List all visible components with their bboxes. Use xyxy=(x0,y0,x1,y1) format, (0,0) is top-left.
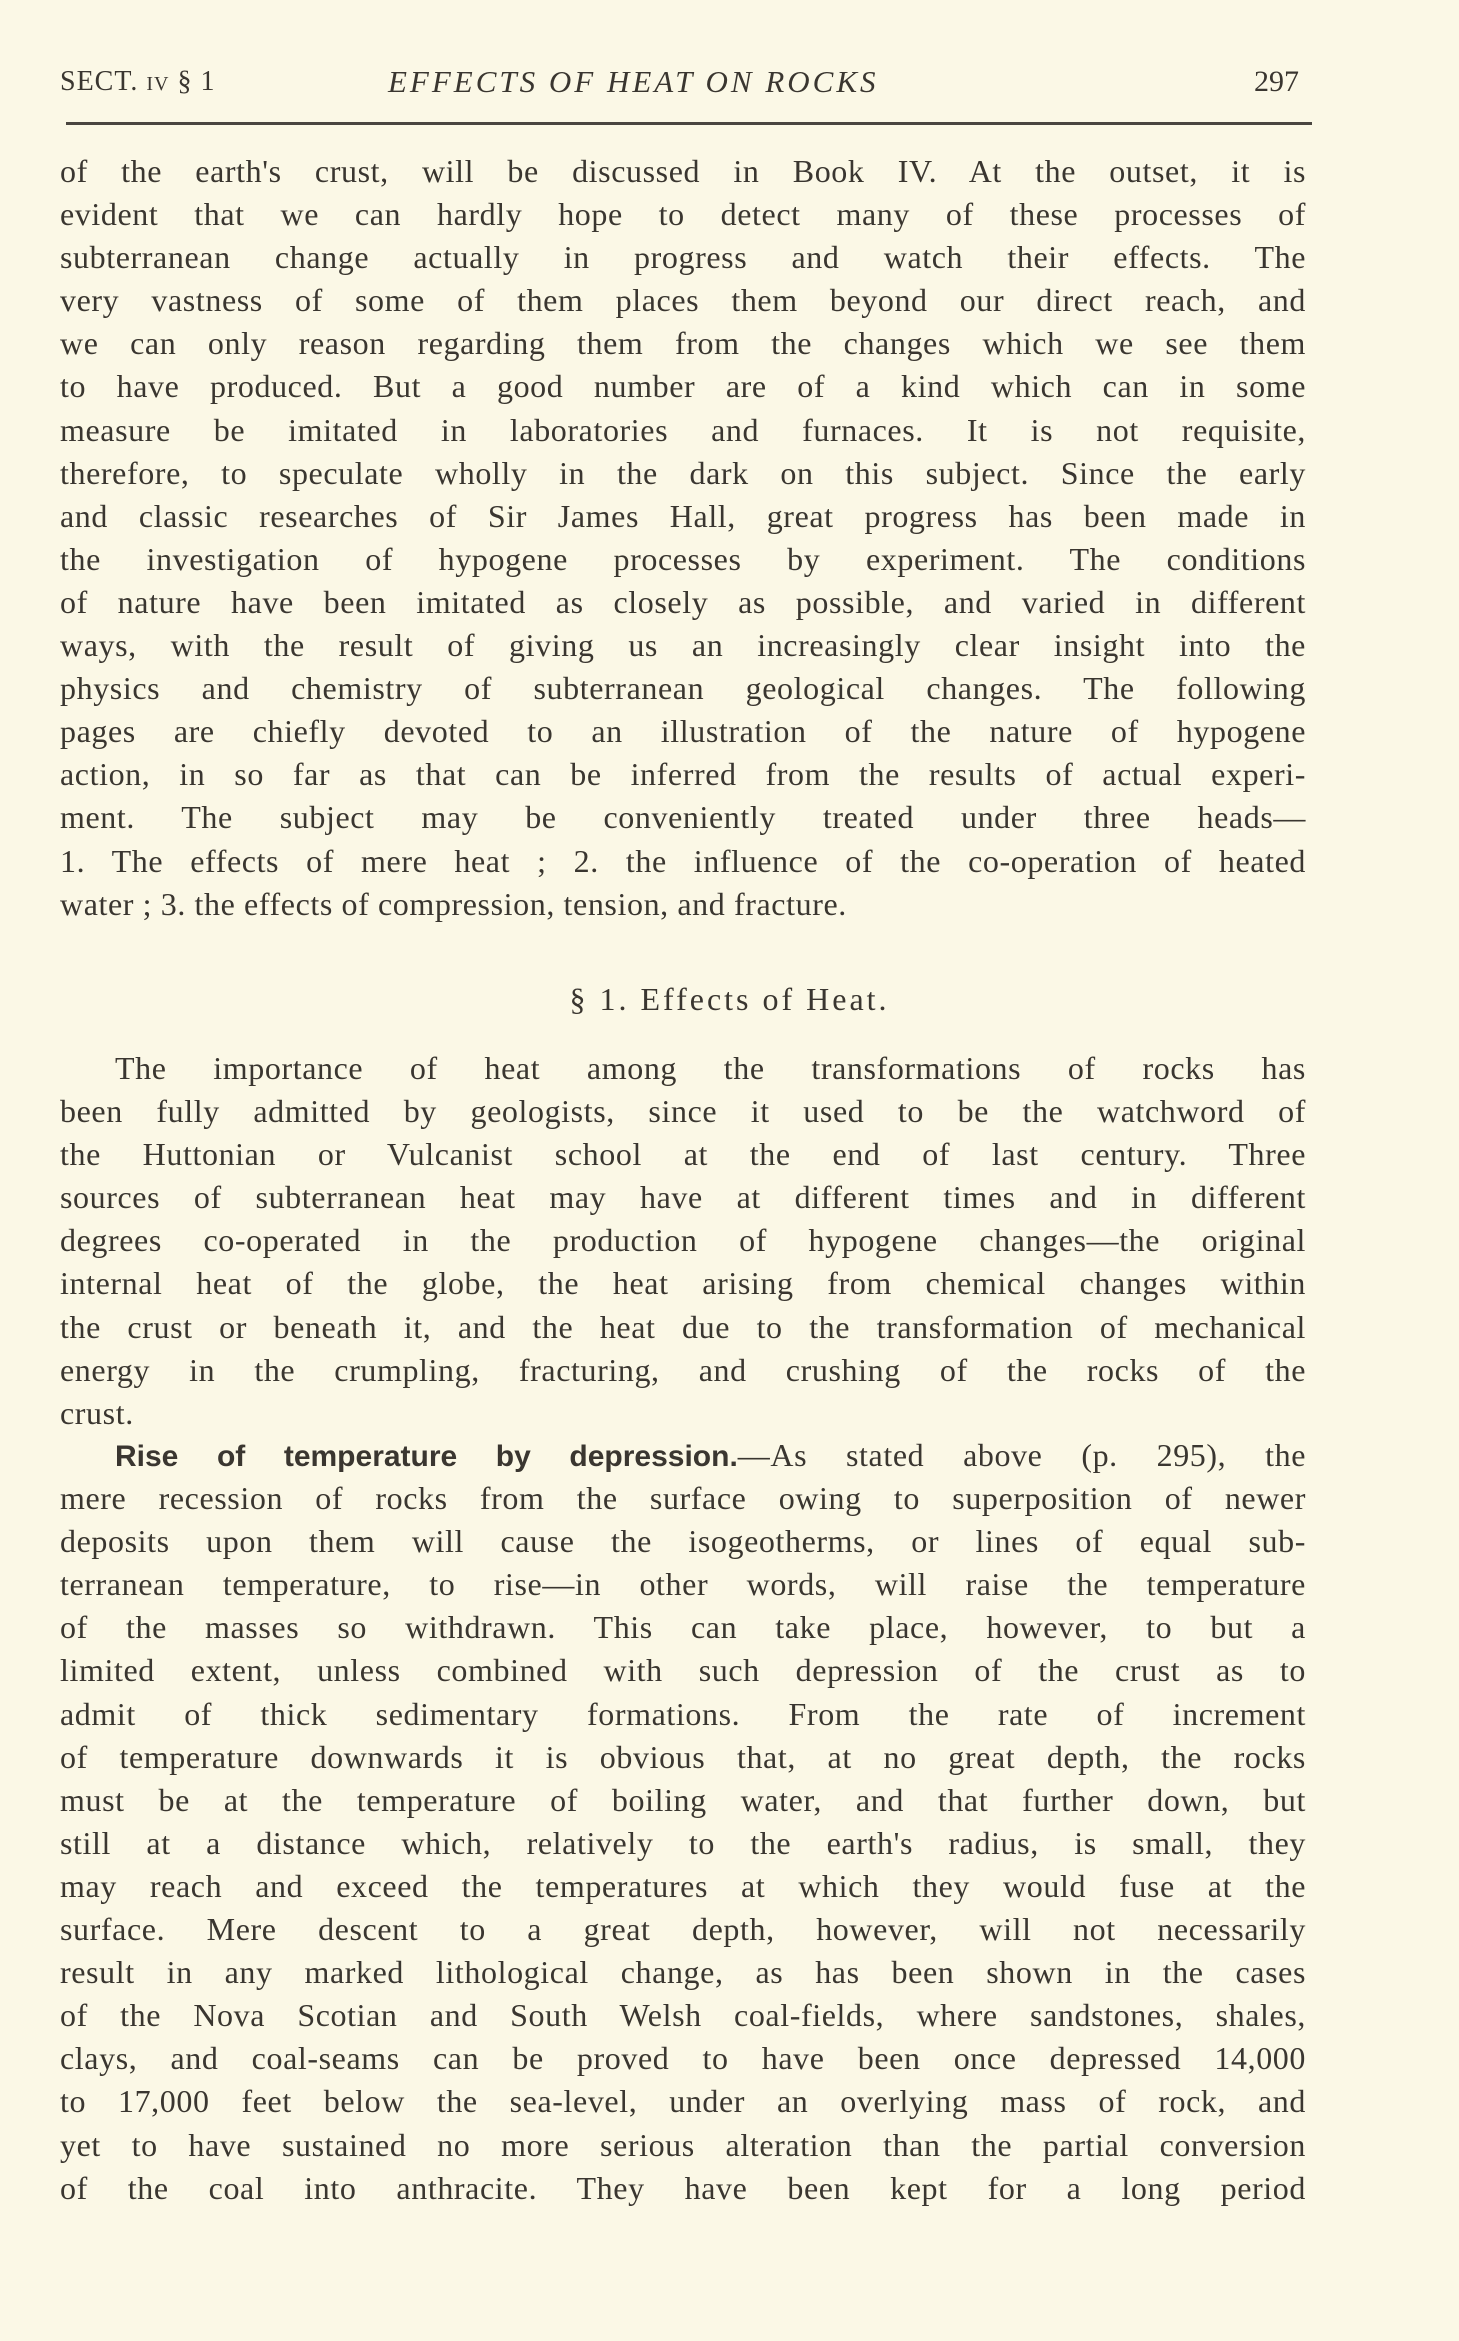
paragraph-1 xyxy=(60,150,1306,926)
text-line: result in any marked lithological change, as has been shown in the cases xyxy=(60,1954,1306,1991)
text-line: action, in so far as that can be inferred from the results of actual experi- xyxy=(60,756,1306,793)
text-line: subterranean change actually in progress and watch their effects. The xyxy=(60,239,1306,276)
text-line: of temperature downwards it is obvious that, at no great depth, the rocks xyxy=(60,1738,1306,1775)
running-head-title: EFFECTS OF HEAT ON ROCKS xyxy=(388,64,879,99)
text-line: 1. The effects of mere heat ; 2. the influence of the co-operation of heated xyxy=(60,842,1306,879)
text-line: yet to have sustained no more serious alteration than the partial conversion xyxy=(60,2126,1306,2163)
paragraph-2 xyxy=(60,1047,1306,1435)
text-line: to 17,000 feet below the sea-level, under an overlying mass of rock, and xyxy=(60,2083,1306,2120)
text-line: ment. The subject may be conveniently treated under three heads— xyxy=(60,799,1306,836)
text-line: mere recession of rocks from the surface owing to superposition of newer xyxy=(60,1480,1306,1517)
text-line: ways, with the result of giving us an increasingly clear insight into the xyxy=(60,627,1306,664)
text-line: the Huttonian or Vulcanist school at the end of last century. Three xyxy=(60,1136,1306,1173)
text-line: clays, and coal-seams can be proved to have been once depressed 14,000 xyxy=(60,2040,1306,2077)
text-line: therefore, to speculate wholly in the dark on this subject. Since the early xyxy=(60,454,1306,491)
text-line: to have produced. But a good number are of a kind which can in some xyxy=(60,368,1306,405)
text-line: must be at the temperature of boiling water, and that further down, but xyxy=(60,1781,1306,1818)
runin-heading: Rise of temperature by depression. xyxy=(115,1440,738,1473)
text-line: admit of thick sedimentary formations. From the rate of increment xyxy=(60,1695,1306,1732)
text-line: pages are chiefly devoted to an illustration of the nature of hypogene xyxy=(60,713,1306,750)
text-line: energy in the crumpling, fracturing, and crushing of the rocks of the xyxy=(60,1351,1306,1388)
text-line: of nature have been imitated as closely as possible, and varied in different xyxy=(60,583,1306,620)
text-line: degrees co-operated in the production of hypogene changes—the original xyxy=(60,1222,1306,1259)
text-line: the investigation of hypogene processes by experiment. The conditions xyxy=(60,540,1306,577)
paragraph-3 xyxy=(60,1434,1306,2210)
text-line xyxy=(60,1434,1306,1477)
text-line: of the Nova Scotian and South Welsh coal-fields, where sandstones, shales, xyxy=(60,1997,1306,2034)
text-line: sources of subterranean heat may have at different times and in different xyxy=(60,1179,1306,1216)
text-line: of the earth's crust, will be discussed in Book IV. At the outset, it is xyxy=(60,153,1306,189)
text-line: of the masses so withdrawn. This can take place, however, to but a xyxy=(60,1609,1306,1646)
text-line: we can only reason regarding them from the changes which we see them xyxy=(60,325,1306,362)
text-line: terranean temperature, to rise—in other words, will raise the temperature xyxy=(60,1566,1306,1603)
text-line: of the coal into anthracite. They have been kept for a long period xyxy=(60,2169,1306,2206)
text-line: deposits upon them will cause the isogeotherms, or lines of equal sub- xyxy=(60,1523,1306,1560)
text-line: the crust or beneath it, and the heat due to the transformation of mechanical xyxy=(60,1308,1306,1345)
text-line: limited extent, unless combined with such depression of the crust as to xyxy=(60,1652,1306,1689)
text-line: and classic researches of Sir James Hall, great progress has been made in xyxy=(60,497,1306,534)
text-line: crust. xyxy=(60,1394,134,1431)
text-line: been fully admitted by geologists, since it used to be the watchword of xyxy=(60,1093,1306,1130)
header-rule xyxy=(66,122,1312,125)
text-line: surface. Mere descent to a great depth, however, will not necessarily xyxy=(60,1911,1306,1948)
page-number: 297 xyxy=(1254,65,1299,98)
running-head-section: SECT. iv § 1 xyxy=(60,66,216,97)
text-line: water ; 3. the effects of compression, tension, and fracture. xyxy=(60,885,847,922)
text-line: evident that we can hardly hope to detect many of these processes of xyxy=(60,196,1306,233)
text-line: may reach and exceed the temperatures at which they would fuse at the xyxy=(60,1867,1306,1904)
text-line: very vastness of some of them places them beyond our direct reach, and xyxy=(60,282,1306,319)
text-line-rest: —As stated above (p. 295), the xyxy=(737,1437,1307,1473)
text-line: physics and chemistry of subterranean geological changes. The following xyxy=(60,670,1306,707)
text-line: internal heat of the globe, the heat arising from chemical changes within xyxy=(60,1265,1306,1302)
section-heading: § 1. Effects of Heat. xyxy=(569,981,890,1017)
text-line: still at a distance which, relatively to the earth's radius, is small, they xyxy=(60,1824,1306,1861)
text-line: The importance of heat among the transformations of rocks has xyxy=(115,1050,1306,1086)
text-line: measure be imitated in laboratories and furnaces. It is not requisite, xyxy=(60,411,1306,448)
